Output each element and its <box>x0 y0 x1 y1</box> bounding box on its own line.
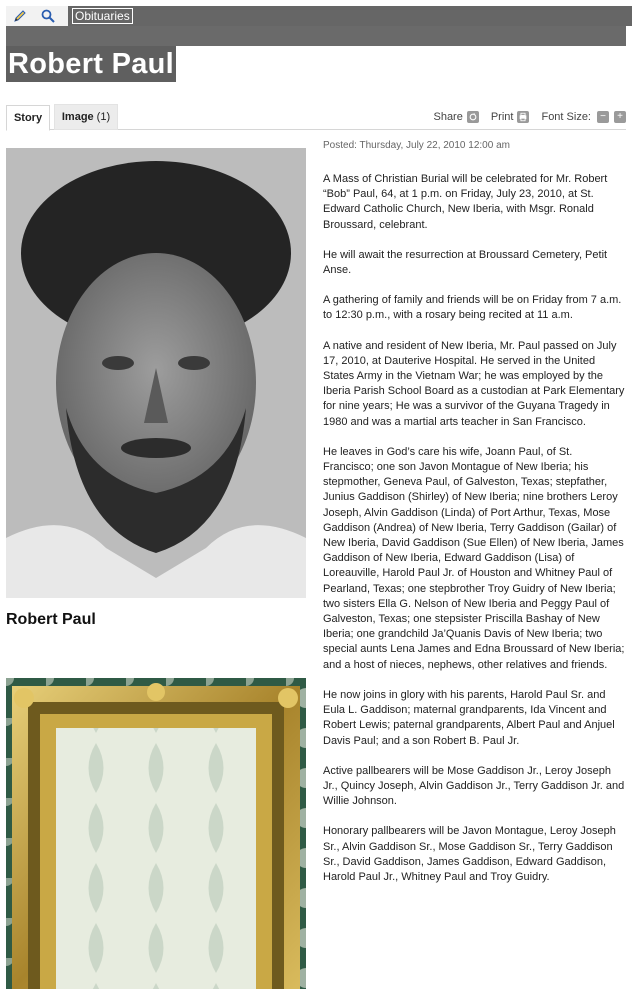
article-paragraph: He leaves in God’s care his wife, Joann Paul, of St. Francisco; one son Javon Montague of New Iberia; his stepmother, Geneva Paul, of Galveston, Texas; stepfather, Junius Gaddison (Shirley) of New Iberia; nine brothers Leroy Joseph, Alvin Gaddison (Linda) of Port Arthur, Texas, Mose Gaddison (Andrea) of New Iberia, Terry Gaddison (Gailar) of New Iberia, David Gaddison (Sue Ellen) of New Iberia, James Gaddison of New Iberia, Edward Gaddison (Lisa) of Loreauville, Harold Paul Jr. of Houston and Whitney Paul of Pearland, Texas; one stepbrother Troy Guidry of New Iberia; two sisters Ella G. Nelson of New Iberia and Peggy Paul of Galveston, Texas; one stepsister Priscilla Bashay of New Iberia; one grandchild Ja’Quanis Davis of New Iberia; two special aunts Lena James and Edna Broussard of New Iberia; and a host of nieces, nephews, other relatives and friends. <box>323 445 625 671</box>
header-band <box>6 26 626 46</box>
posted-date: Posted: Thursday, July 22, 2010 12:00 am <box>323 140 510 151</box>
font-increase-button[interactable]: + <box>614 111 626 123</box>
section-label[interactable] <box>68 6 632 26</box>
article-paragraph: Honorary pallbearers will be Javon Montague, Leroy Joseph Sr., Alvin Gaddison Sr., Mose Gaddison Sr., Terry Gaddison Sr., David Gaddison, James Gaddison, Edward Gaddison, Harold Paul Jr., Whitney Paul and Troy Guidry. <box>323 825 616 883</box>
top-toolbar <box>6 6 626 26</box>
print-link[interactable]: Print <box>490 111 514 123</box>
printer-icon[interactable] <box>517 111 529 123</box>
article-paragraph: A Mass of Christian Burial will be celebrated for Mr. Robert “Bob” Paul, 64, at 1 p.m. on Friday, July 23, 2010, at St. Edward Catholic Church, New Iberia, with Msgr. Ronald Broussard, celebrant. <box>323 173 608 231</box>
pencil-icon[interactable] <box>8 6 32 26</box>
page-title-box <box>6 46 176 82</box>
article-paragraph: He will await the resurrection at Broussard Cemetery, Petit Anse. <box>323 248 608 277</box>
page-title: Robert Paul <box>8 48 175 80</box>
tab-image[interactable] <box>54 104 118 130</box>
tab-story-label: Story <box>13 112 43 124</box>
article-paragraph: A gathering of family and friends will be on Friday from 7 a.m. to 12:30 p.m., with a rosary being recited at 11 a.m. <box>323 294 622 322</box>
story-tabs <box>6 104 626 130</box>
share-icon[interactable] <box>467 111 479 123</box>
article-paragraph: Active pallbearers will be Mose Gaddison Jr., Leroy Joseph Jr., Quincy Joseph, Alvin Gaddison Jr., Terry Gaddison Jr. and Willie Johnson. <box>323 764 625 808</box>
font-decrease-button[interactable]: − <box>597 111 609 123</box>
photo-caption: Robert Paul <box>6 611 96 628</box>
ornate-frame-image[interactable] <box>6 678 306 989</box>
article-paragraph: He now joins in glory with his parents, Harold Paul Sr. and Eula L. Gaddison; maternal grandparents, Ida Vincent and Robert Lewis; paternal grandparents, Albert Paul and Anjuel Davis Paul; and a son Robert B. Paul Jr. <box>323 688 615 747</box>
tab-image-label: Image <box>61 111 94 123</box>
font-size-label: Font Size: <box>541 111 591 123</box>
article-tools <box>433 110 626 124</box>
article-body <box>323 172 626 900</box>
section-name: Obituaries <box>72 8 133 24</box>
share-link[interactable]: Share <box>433 111 463 123</box>
portrait-photo[interactable] <box>6 148 306 598</box>
article-paragraph: A native and resident of New Iberia, Mr. Paul passed on July 17, 2010, at Dauterive Hospital. He served in the United States Army in the Vietnam War; he was employed by the Iberia Parish School Board as a custodian at Park Elementary for nine years; He was a survivor of the Guyana Tragedy in 1980 and was a martial arts teacher in San Francisco. <box>323 339 625 428</box>
tab-image-count: (1) <box>96 111 111 123</box>
tab-story[interactable] <box>6 105 50 131</box>
magnifier-icon[interactable] <box>36 6 60 26</box>
